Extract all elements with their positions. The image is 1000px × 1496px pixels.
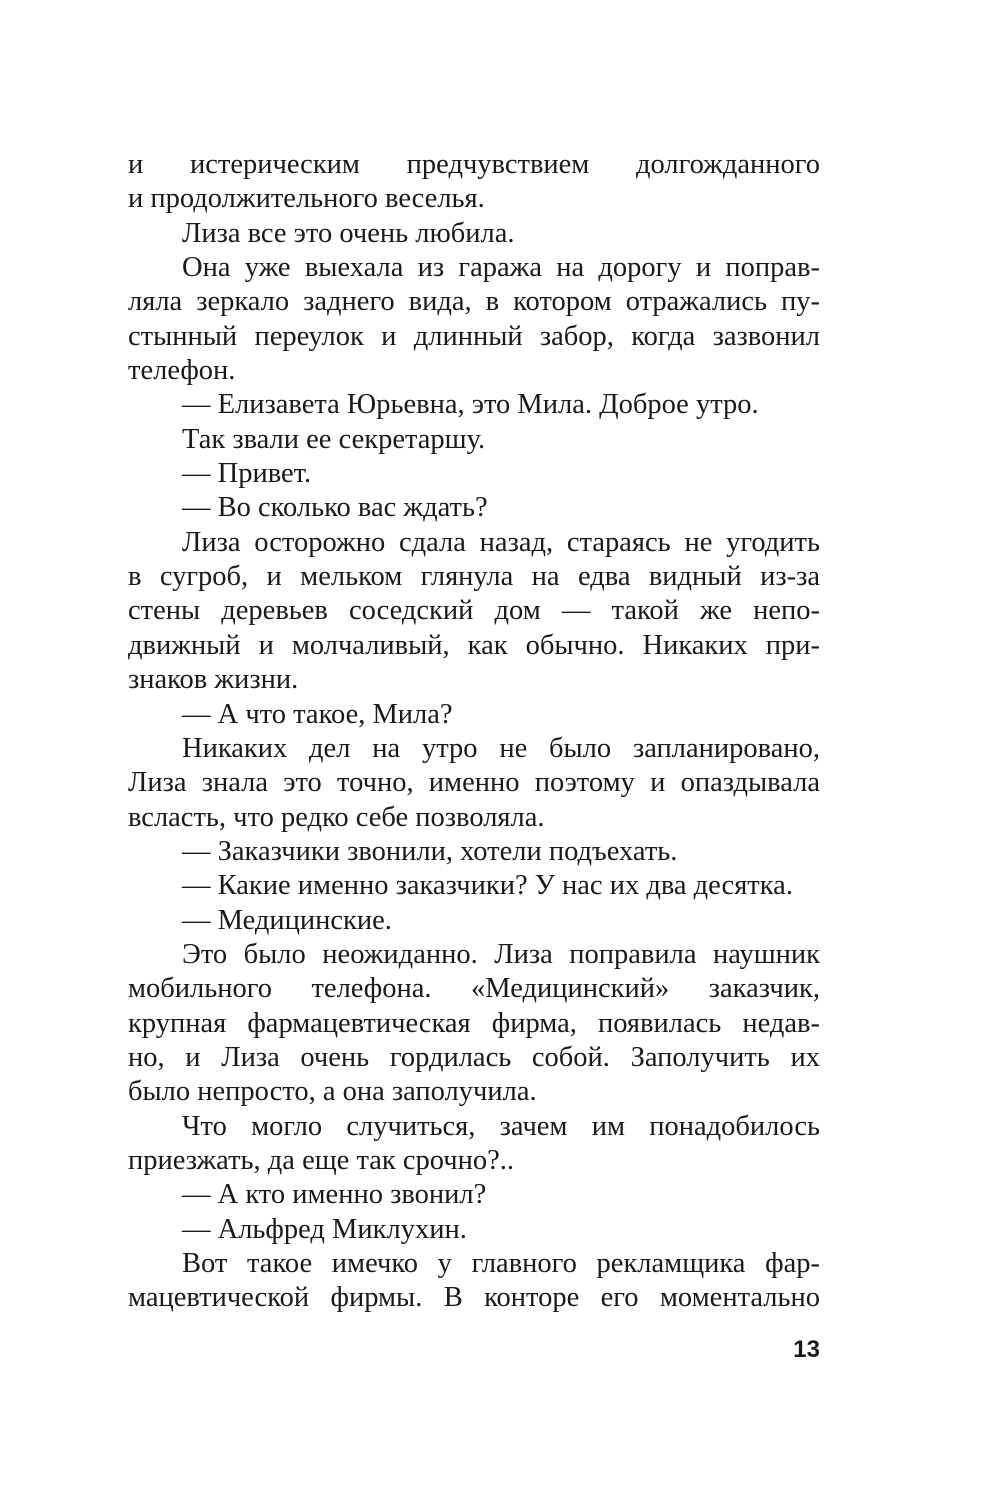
text-line: мобильного телефона. «Медицинский» заказчик,: [128, 973, 820, 1005]
text-line: — Елизавета Юрьевна, это Мила. Доброе утро.: [182, 389, 759, 421]
text-line: ляла зеркало заднего вида, в котором отражались пу-: [128, 286, 820, 318]
text-line: Это было неожиданно. Лиза поправила наушник: [182, 938, 820, 970]
text-line: но, и Лиза очень гордилась собой. Заполучить их: [128, 1041, 820, 1073]
text-line: всласть, что редко себе позволяла.: [128, 801, 545, 833]
text-line: стены деревьев соседский дом — такой же непо-: [128, 595, 820, 627]
text-line: и продолжительного веселья.: [128, 183, 485, 215]
text-line: Никаких дел на утро не было запланировано,: [182, 732, 820, 764]
text-line: — Привет.: [182, 458, 312, 490]
text-line: и истерическим предчувствием долгожданного: [128, 149, 820, 180]
text-line: было непросто, а она заполучила.: [128, 1076, 537, 1108]
text-line: мацевтической фирмы. В конторе его моментально: [128, 1282, 820, 1314]
text-line: Так звали ее секретаршу.: [182, 423, 486, 455]
text-line: — Какие именно заказчики? У нас их два десятка.: [182, 870, 793, 902]
text-line: — Альфред Миклухин.: [182, 1213, 467, 1245]
text-line: — А что такое, Мила?: [182, 698, 453, 730]
text-line: — Медицинские.: [182, 904, 392, 936]
text-line: в сугроб, и мельком глянула на едва видный из-за: [128, 561, 820, 593]
text-line: движный и молчаливый, как обычно. Никаких при-: [128, 629, 820, 661]
text-line: телефон.: [128, 355, 236, 387]
text-line: стынный переулок и длинный забор, когда зазвонил: [128, 320, 820, 352]
text-line: Лиза знала это точно, именно поэтому и опаздывала: [128, 767, 820, 799]
text-line: Лиза все это очень любила.: [182, 217, 515, 249]
text-line: Она уже выехала из гаража на дорогу и поправ-: [182, 252, 820, 284]
text-line: Что могло случиться, зачем им понадобилось: [182, 1110, 820, 1142]
text-line: приезжать, да еще так срочно?..: [128, 1144, 515, 1176]
text-line: крупная фармацевтическая фирма, появилась недав-: [128, 1007, 820, 1039]
page-number: 13: [793, 1336, 820, 1363]
text-line: знаков жизни.: [128, 664, 299, 696]
text-line: Вот такое имечко у главного рекламщика фар-: [182, 1248, 820, 1279]
text-line: — Заказчики звонили, хотели подъехать.: [182, 835, 678, 867]
text-line: — Во сколько вас ждать?: [182, 492, 488, 524]
text-line: Лиза осторожно сдала назад, стараясь не угодить: [182, 526, 820, 558]
page-text: [128, 148, 820, 1316]
text-line: — А кто именно звонил?: [182, 1179, 487, 1211]
